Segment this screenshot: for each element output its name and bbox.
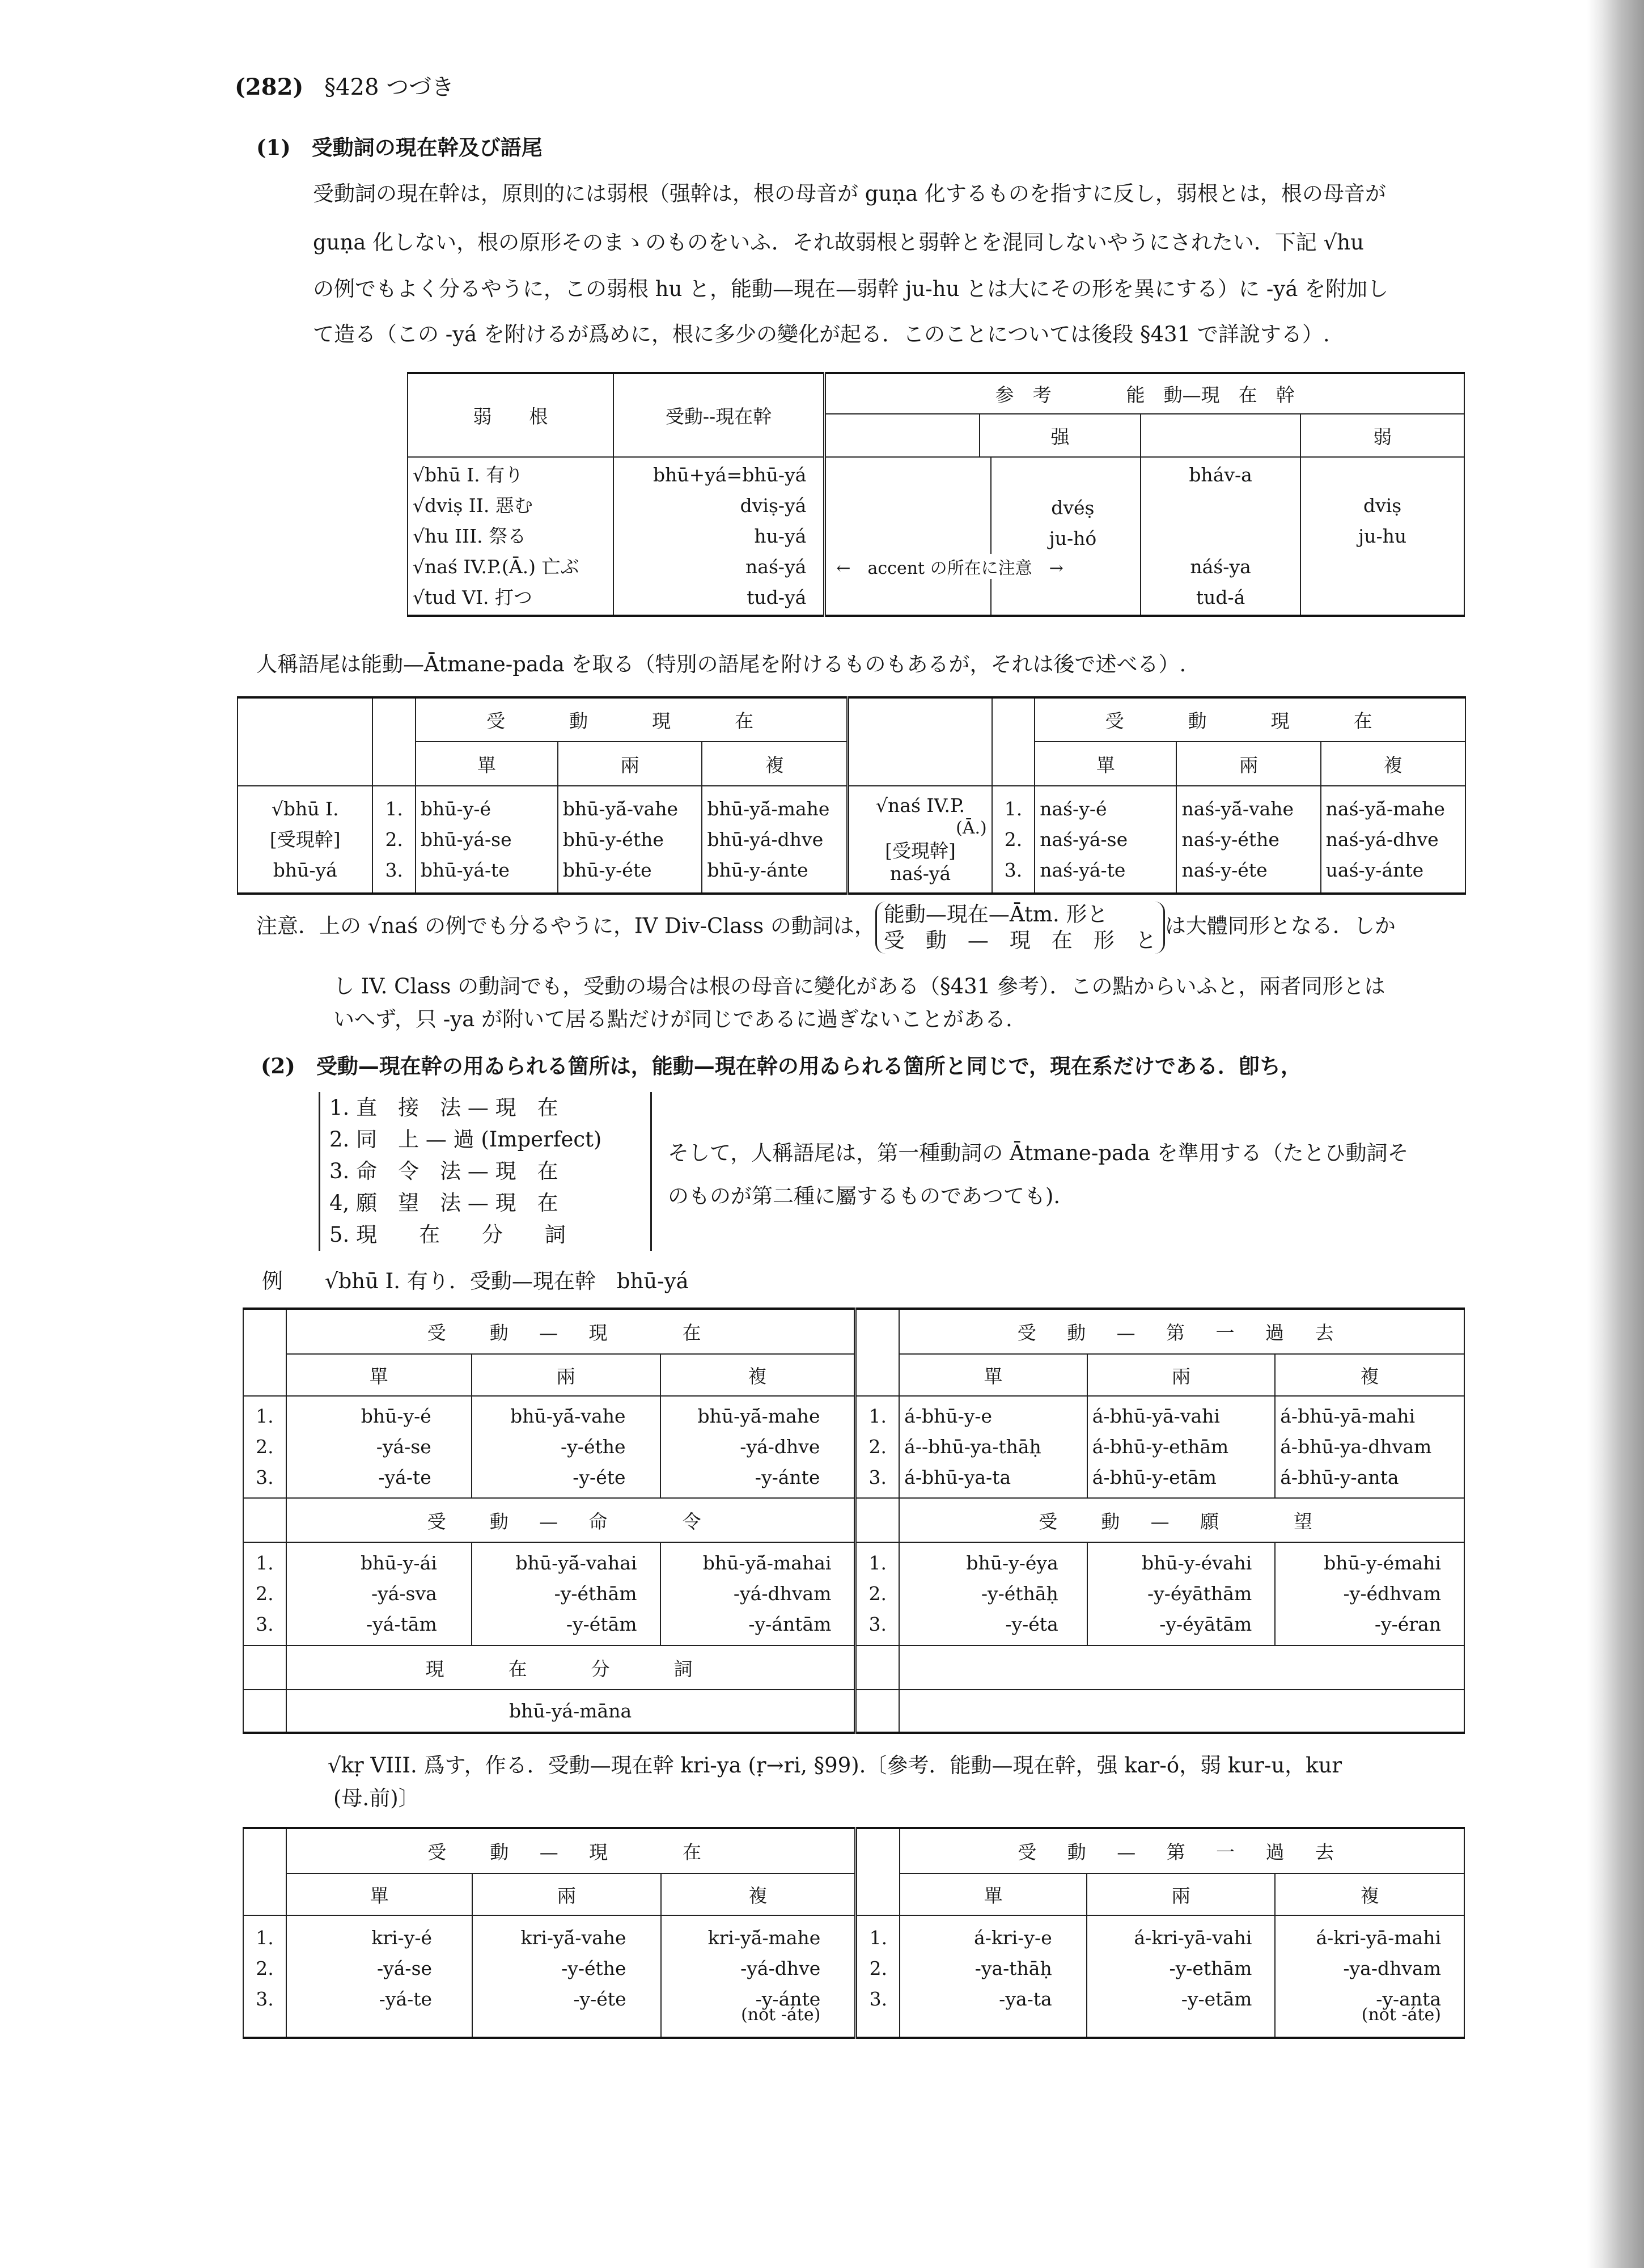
ex1-imp-du: bhū-yā́-vahai -y-éthām -y-étām (472, 1542, 660, 1645)
passive-present-table (237, 696, 1466, 895)
s1-line-1: 受動詞の現在幹は，原則的には弱根（强幹は，根の母音が guṇa 化するものを指すに反し，弱根とは，根の母音が (313, 181, 1386, 206)
ex1-opt-pl: bhū-y-émahi -y-édhvam -y-éran (1275, 1542, 1464, 1645)
t2-right-pl: naś-yā́-mahe naś-yá-dhve uaś-y-ánte (1321, 786, 1465, 894)
ex2-aor-pl: á-kri-yā-mahi -ya-dhvam -y-anta (not -áte) (1275, 1915, 1464, 2038)
ex1-aor-pl: á-bhū-yā-mahi á-bhū-ya-dhvam á-bhū-y-anta (1275, 1396, 1464, 1498)
note-lead: 注意．上の √naś の例でも分るやうに，IV Div-Class の動詞は， (256, 913, 875, 938)
mood-item: 1. 直 接 法 — 現 在 (329, 1095, 558, 1120)
ex1-aor-sg: á-bhū-y-e á--bhū-ya-thāḥ á-bhū-ya-ta (899, 1396, 1087, 1498)
ex2-aor-sg: á-kri-y-e -ya-thāḥ -ya-ta (900, 1915, 1086, 2038)
t2-pl-left: 複 (702, 742, 848, 786)
t1-h-weak-root: 弱 根 (408, 373, 613, 457)
section-1-heading: (1) 受動詞の現在幹及び語尾 (256, 135, 543, 160)
ex1-pres-pl: bhū-yā́-mahe -yá-dhve -y-ánte (660, 1396, 855, 1498)
t2-left-label: √bhū I. [受現幹] bhū-yá (238, 786, 372, 894)
t1-stems: bhū+yá=bhū-yá dviṣ-yá hu-yá naś-yá tud-yá (613, 457, 825, 616)
note-line-2: し IV. Class の動詞でも，受動の場合は根の母音に變化がある（§431 參考）．この點からいふと，兩者同形とは (333, 974, 1385, 998)
ex1-pres-sg: bhū-y-é -yá-se -yá-te (286, 1396, 472, 1498)
t1-strong-col3: bháv-a náś-ya tud-á (1141, 457, 1300, 616)
ex1-pres-du: bhū-yā́-vahe -y-éthe -y-éte (472, 1396, 660, 1498)
ex1-participle: bhū-yá-māna (286, 1690, 855, 1733)
weak-root-table (407, 372, 1465, 617)
ex1-imp-sg: bhū-y-ái -yá-sva -yá-tām (286, 1542, 472, 1645)
example-bhu-table: 受 動 — 現 在 受 動 — 第 一 過 去 單 兩 複 單 兩 複 1. 2. 3. bhū-y-é -yá-se -yá-te bhū-yā́-vahe -y-éthe -y-éte bhū-yā́-mahe -yá-dhve -y-ánte 1. 2. 3. á-bhū-y-e á--bhū-ya-thāḥ á-bhū-ya-ta á-bhū-yā-vahi á-bhū-y-ethām á-bhū-y-etām á-bhū-yā-mahi á-bhū-ya-dhvam á-bhū-y-anta 受 動 — 命 令 受 動 — 願 望 1. 2. 3. bhū-y-ái -yá-sva -yá-tām bhū-yā́-vahai -y-éthām -y-étām bhū-yā́-mahai -yá-dhvam -y-ántām 1. 2. 3. bhū-y-éya -y-éthāḥ -y-éta bhū-y-évahi -y-éyāthām -y-éyātām bhū-y-émahi -y-édhvam -y-éran 現 在 分 詞 bhū-yá-māna (243, 1308, 1465, 1734)
ex1-aor-du: á-bhū-yā-vahi á-bhū-y-ethām á-bhū-y-etām (1087, 1396, 1276, 1498)
t2-pl-right: 複 (1321, 742, 1465, 786)
ex2-present-title: 受 動 — 現 在 (286, 1828, 856, 1873)
t1-roots: √bhū I. 有り √dviṣ II. 惡む √hu III. 祭る √naś IV.P.(Ā.) 亡ぶ √tud VI. 打つ (408, 457, 613, 616)
ex1-aorist-title: 受 動 — 第 一 過 去 (899, 1309, 1464, 1354)
t2-right-label: √naś IV.P. (Ā.) [受現幹] naś-yá (848, 786, 992, 894)
kr-line-2: (母.前)〕 (333, 1786, 420, 1810)
t2-sg-left: 單 (416, 742, 558, 786)
mood-item: 2. 同 上 — 過 (Imperfect) (329, 1127, 602, 1152)
ex1-present-title: 受 動 — 現 在 (286, 1309, 855, 1354)
mood-item: 5. 現 在 分 詞 (329, 1222, 566, 1247)
note-brace: 能動—現在—Ātm. 形と 受 動 — 現 在 形 と (875, 902, 1165, 954)
t2-right-du: naś-yā́-vahe naś-y-éthe naś-y-éte (1176, 786, 1320, 894)
s1-line-3: の例でもよく分るやうに，この弱根 hu と，能動—現在—弱幹 ju-hu とは大にその形を異にする）に -yá を附加し (313, 277, 1389, 301)
ex1-imperative-title: 受 動 — 命 令 (286, 1498, 855, 1542)
t1-h-strong: 强 (980, 414, 1141, 457)
s1-line-4: て造る（この -yá を附けるが爲めに，根に多少の變化が起る．このことについては後段 §431 で詳說する）. (313, 322, 1330, 346)
example-kr-table: 受 動 — 現 在 受 動 — 第 一 過 去 單 兩 複 單 兩 複 1. 2. 3. kri-y-é -yá-se -yá-te kri-yā́-vahe -y-éthe -y-éte kri-yā́-mahe -yá-dhve -y-ánte (not -áte) 1. 2. 3. á-kri-y-e -ya-thāḥ -ya-ta á-kri-yā-vahi -y-ethām -y-etām á-kri-yā-mahi -ya-dhvam -y-anta (not -áte) (243, 1827, 1465, 2039)
ex1-nums-2: 1. 2. 3. (855, 1396, 899, 1498)
ex1-opt-sg: bhū-y-éya -y-éthāḥ -y-éta (899, 1542, 1087, 1645)
ex2-pres-pl: kri-yā́-mahe -yá-dhve -y-ánte (not -áte) (661, 1915, 856, 2038)
t1-h-passive-stem: 受動--現在幹 (613, 373, 825, 457)
mood-item: 3. 命 令 法 — 現 在 (329, 1159, 558, 1183)
page-gutter-shadow (1587, 0, 1644, 2268)
ex1-participle-title: 現 在 分 詞 (286, 1645, 855, 1690)
t2-du-right: 兩 (1176, 742, 1320, 786)
t2-du-left: 兩 (558, 742, 702, 786)
page-header (235, 74, 454, 101)
t2-sg-right: 單 (1035, 742, 1176, 786)
t1-h-weak: 弱 (1300, 414, 1464, 457)
ex1-imp-pl: bhū-yā́-mahai -yá-dhvam -y-ántām (660, 1542, 855, 1645)
t2-title-left: 受 動 現 在 (416, 697, 848, 742)
ex2-pres-sg: kri-y-é -yá-se -yá-te (286, 1915, 472, 2038)
t1-h-reference: 参 考 能 動—現 在 幹 (825, 373, 1464, 414)
ex2-aor-du: á-kri-yā-vahi -y-ethām -y-etām (1087, 1915, 1276, 2038)
t1-accent-note: ← accent の所在に注意 → (834, 554, 1065, 579)
t2-nums-right: 1. 2. 3. (992, 786, 1035, 894)
mood-item: 4, 願 望 法 — 現 在 (329, 1191, 558, 1215)
ex1-optative-title: 受 動 — 願 望 (899, 1498, 1464, 1542)
ex1-nums: 1. 2. 3. (243, 1396, 286, 1498)
section-2-heading: (2) 受動—現在幹の用ゐられる箇所は，能動—現在幹の用ゐられる箇所と同じで，現在系だけである．卽ち， (261, 1053, 1302, 1078)
s2-right-2: のものが第二種に屬するものであつても). (668, 1184, 1061, 1208)
t2-left-sg: bhū-y-é bhū-yá-se bhū-yá-te (416, 786, 558, 894)
section-ref: §428 つづき (324, 74, 455, 100)
ex2-aorist-title: 受 動 — 第 一 過 去 (900, 1828, 1464, 1873)
s1-line-2: guṇa 化しない，根の原形そのまゝのものをいふ．それ故弱根と弱幹とを混同しないやうにされたい．下記 √hu (313, 230, 1364, 255)
s2-right-1: そして，人稱語尾は，第一種動詞の Ātmane-pada を準用する（たとひ動詞そ (668, 1141, 1409, 1165)
example-1-heading: 例 √bhū I. 有り．受動—現在幹 bhū-yá (262, 1269, 689, 1293)
ex2-pres-du: kri-yā́-vahe -y-éthe -y-éte (472, 1915, 661, 2038)
endings-sentence: 人稱語尾は能動—Ātmane-pada を取る（特別の語尾を附けるものもあるが，それは後で述べる）. (256, 652, 1187, 676)
t2-nums-left: 1. 2. 3. (372, 786, 415, 894)
mood-list (319, 1092, 652, 1251)
t2-left-du: bhū-yā́-vahe bhū-y-éthe bhū-y-éte (558, 786, 702, 894)
t2-title-right: 受 動 現 在 (1035, 697, 1465, 742)
kr-line-1: √kṛ VIII. 爲す，作る．受動—現在幹 kri-ya (ṛ→ri, §99).〔參考．能動—現在幹，强 kar-ó，弱 kur-u，kur (328, 1753, 1342, 1778)
note-line-3: いへず，只 -ya が附いて居る點だけが同じであるに過ぎないことがある. (333, 1007, 1012, 1031)
ex1-opt-du: bhū-y-évahi -y-éyāthām -y-éyātām (1087, 1542, 1276, 1645)
note-line-1 (256, 902, 1396, 954)
note-tail: は大體同形となる．しか (1164, 913, 1396, 938)
t2-left-pl: bhū-yā́-mahe bhū-yá-dhve bhū-y-ánte (702, 786, 848, 894)
t1-weak-col: dviṣ ju-hu (1300, 457, 1464, 616)
t2-right-sg: naś-y-é naś-yá-se naś-yá-te (1035, 786, 1176, 894)
t1-strong-area: dvéṣ ju-hó ← accent の所在に注意 → (825, 457, 1141, 616)
page-number: (282) (235, 74, 304, 100)
